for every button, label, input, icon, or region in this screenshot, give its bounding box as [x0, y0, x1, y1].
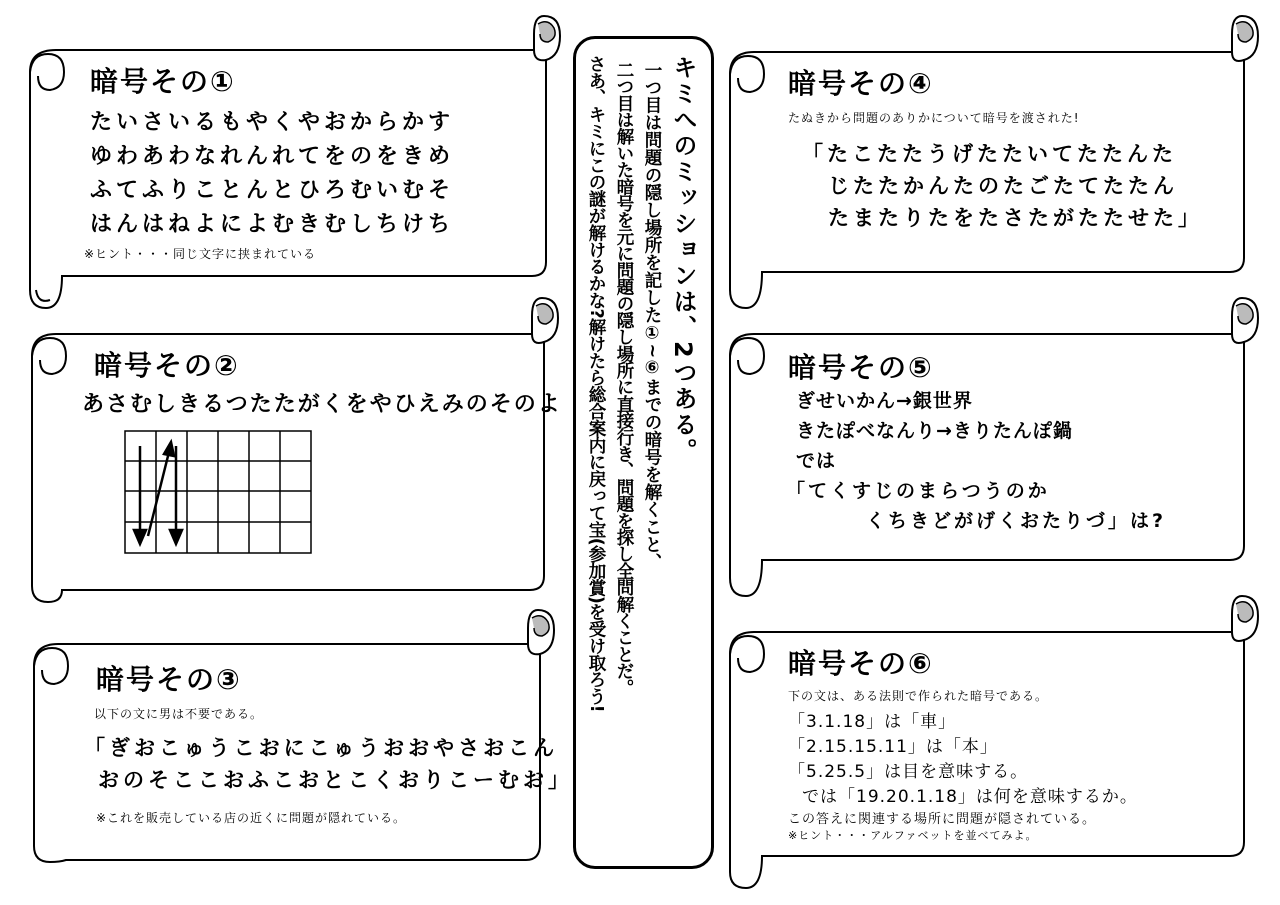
mission-title: キミへのミッションは、2つある。: [669, 55, 697, 464]
cipher3-quote: 「ぎおこゅうこおにこゅうおおやさおこん: [84, 736, 559, 760]
cipher1-title: 暗号その①: [90, 65, 236, 98]
cipher2-scroll: [28, 294, 562, 604]
mission-line3: さあ、キミにこの謎が解けるかな?解けたら総合案内に戻って宝(参加賞)を受け取ろう!: [586, 55, 606, 713]
cipher1-scroll: [28, 14, 560, 310]
cipher3-title: 暗号その③: [96, 663, 242, 696]
cipher4-quote: たまたりたをたさたがたたせた」: [828, 206, 1203, 230]
cipher1-hint: ※ヒント・・・同じ文字に挟まれている: [84, 247, 317, 261]
cipher5-title: 暗号その⑤: [788, 351, 934, 384]
cipher6-line: 「2.15.15.11」は「本」: [788, 737, 998, 757]
cipher6-hint: ※ヒント・・・アルファベットを並べてみよ。: [788, 829, 1038, 842]
cipher6-title: 暗号その⑥: [788, 647, 934, 680]
cipher6-scroll: [726, 592, 1258, 890]
cipher4-quote: じたたかんたのたごたてたたん: [828, 174, 1178, 198]
cipher6-note: 下の文は、ある法則で作られた暗号である。: [788, 689, 1049, 703]
cipher1-line: ゆわあわなれんれてをのをきめ: [90, 144, 455, 169]
cipher5-line: きたぽべなんり→きりたんぽ鍋: [796, 420, 1073, 442]
mission-line1: 一つ目は問題の隠し場所を記した①~⑥までの暗号を解くこと、: [642, 61, 662, 571]
cipher5-line: くちきどがげくおたりづ」は?: [866, 510, 1167, 532]
cipher3-note: 以下の文に男は不要である。: [94, 707, 264, 721]
cipher1-line: たいさいるもやくやおからかす: [90, 110, 455, 135]
cipher2-title: 暗号その②: [94, 349, 240, 382]
grid-arrows-icon: [124, 430, 314, 556]
cipher4-title: 暗号その④: [788, 67, 934, 100]
mission-line2: 二つ目は解いた暗号を元に問題の隠し場所に直接行き、問題を探し全問解くことだ。: [614, 61, 634, 696]
mission-panel: [573, 36, 714, 869]
cipher5-line: ぎせいかん→銀世界: [796, 390, 973, 412]
cipher5-scroll: [726, 294, 1258, 598]
cipher4-scroll: [726, 14, 1258, 310]
cipher4-note: たぬきから問題のありかについて暗号を渡された!: [788, 111, 1080, 125]
cipher2-line: あさむしきるつたたがくをやひえみのそのよ: [82, 392, 562, 417]
cipher5-line: 「てくすじのまらつうのか: [786, 480, 1050, 502]
cipher6-line: この答えに関連する場所に問題が隠されている。: [788, 812, 1097, 827]
cipher6-line: 「3.1.18」は「車」: [788, 712, 957, 732]
cipher1-line: はんはねよによむきむしちけち: [90, 212, 455, 237]
cipher6-line: 「5.25.5」は目を意味する。: [788, 762, 1029, 782]
cipher5-line: では: [796, 450, 837, 472]
cipher4-quote: 「たこたたうげたたいてたたんた: [802, 142, 1177, 166]
cipher6-line: では「19.20.1.18」は何を意味するか。: [802, 787, 1138, 807]
cipher3-quote: おのそここおふこおとこくおりこーむお」: [98, 768, 573, 792]
cipher1-line: ふてふりことんとひろむいむそ: [90, 178, 455, 203]
cipher3-scroll: [32, 608, 573, 864]
cipher3-hint: ※これを販売している店の近くに問題が隠れている。: [96, 811, 407, 825]
